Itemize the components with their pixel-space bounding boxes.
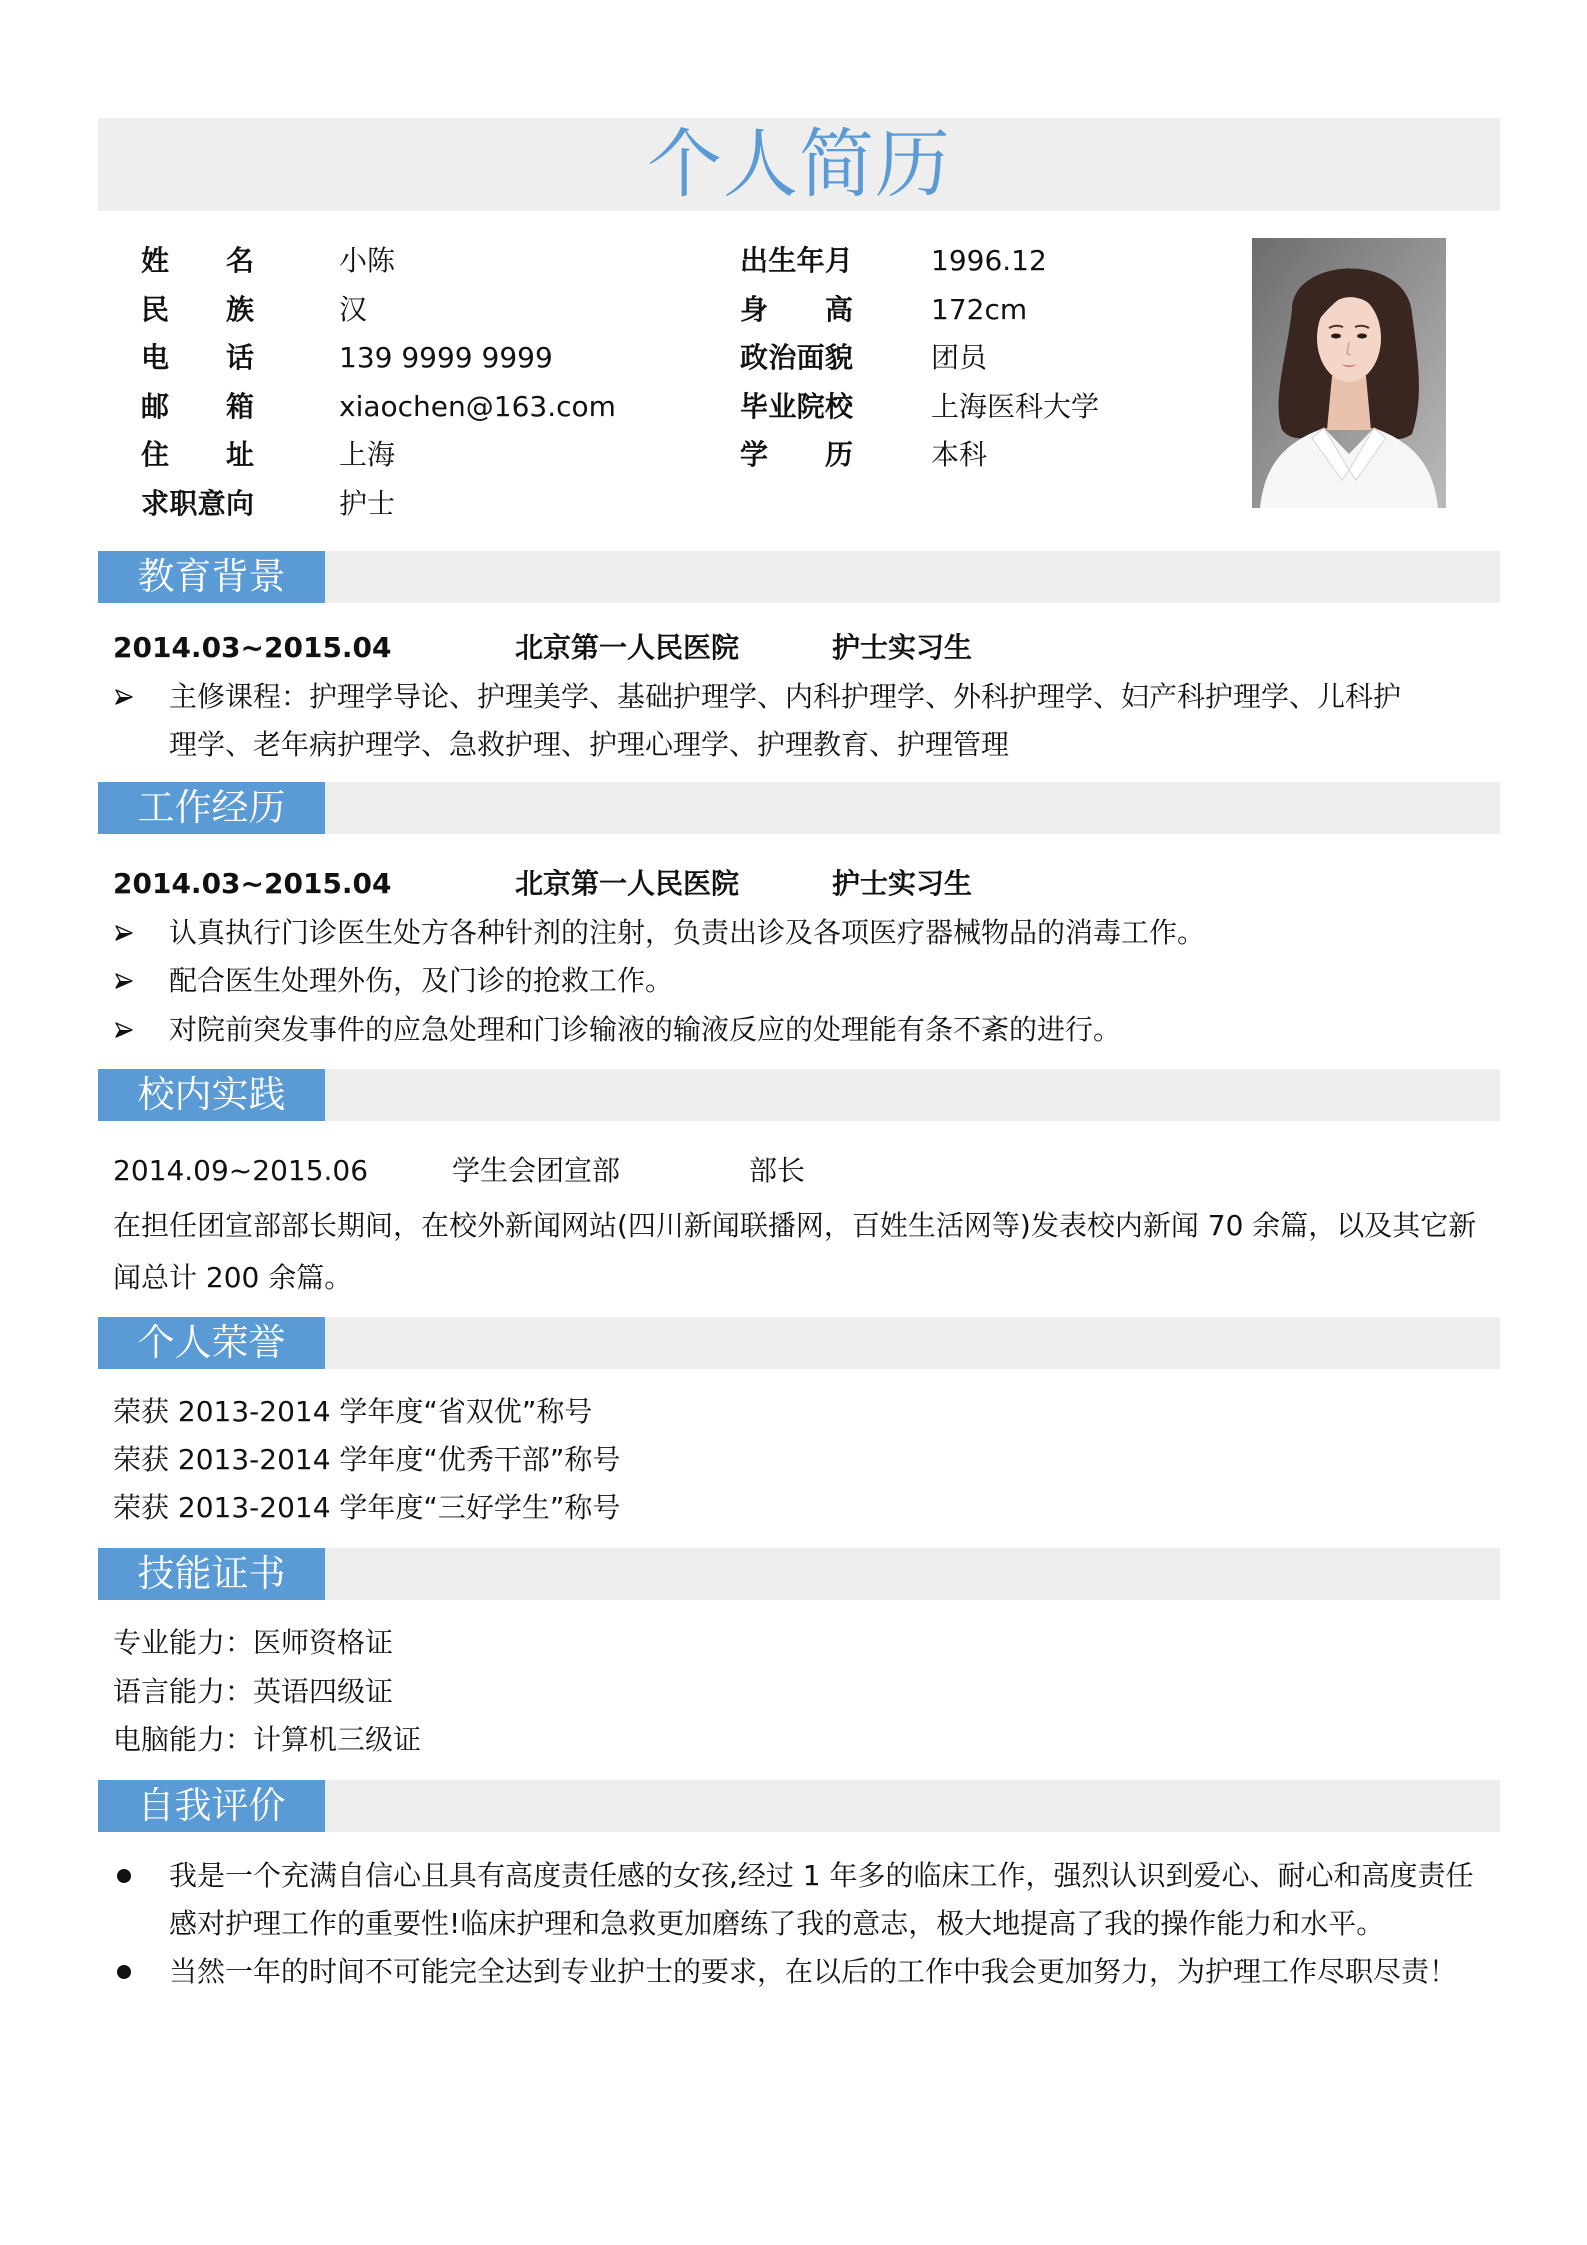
profile-row-height <box>740 286 1240 335</box>
section-title: 自我评价 <box>98 1780 325 1832</box>
skill-text: 专业能力：医师资格证 <box>113 1626 394 1659</box>
field-value: xiaochen@163.com <box>339 389 616 423</box>
profile-photo <box>1252 238 1446 508</box>
entry-organization: 学生会团宣部 <box>452 1154 621 1187</box>
field-label: 政 治 面 貌 <box>740 341 853 374</box>
profile-row-political-status <box>740 334 1240 383</box>
field-label: 住 址 <box>141 438 254 471</box>
section-header-campus <box>98 1069 1500 1121</box>
skill-text: 语言能力：英语四级证 <box>113 1674 394 1708</box>
list-item <box>0 1668 1587 1717</box>
profile-row-degree <box>740 431 1240 480</box>
section-title: 校内实践 <box>98 1069 325 1121</box>
title-bar <box>98 118 1500 211</box>
entry-role: 部长 <box>749 1154 806 1187</box>
section-header-education <box>98 551 1500 603</box>
section-title: 工作经历 <box>98 782 325 834</box>
field-label: 姓 名 <box>141 244 254 277</box>
honor-text: 荣获 2013-2014 学年度“优秀干部”称号 <box>113 1443 621 1476</box>
profile-row-phone <box>141 334 641 383</box>
list-item <box>0 909 1587 958</box>
list-item <box>0 673 1587 722</box>
round-bullet-icon <box>117 1965 131 1979</box>
profile-info-left <box>141 237 641 537</box>
field-label: 求 职 意 向 <box>141 486 254 520</box>
entry-role: 护士实习生 <box>832 631 973 664</box>
field-value: 汉 <box>339 292 368 326</box>
field-label: 毕 业 院 校 <box>740 389 853 423</box>
skill-text: 电脑能力：计算机三级证 <box>113 1723 422 1756</box>
paragraph-text: 闻总计 200 余篇。 <box>113 1261 353 1294</box>
profile-row-address <box>141 431 641 480</box>
campus-description-line <box>0 1200 1587 1252</box>
field-label: 民 族 <box>141 292 254 326</box>
field-value: 团员 <box>931 341 988 374</box>
list-item-text: 主修课程：护理学导论、护理美学、基础护理学、内科护理学、外科护理学、妇产科护理学、儿科护 <box>169 679 1402 713</box>
education-entry <box>0 624 1587 673</box>
list-item-text: 认真执行门诊医生处方各种针剂的注射，负责出诊及各项医疗器械物品的消毒工作。 <box>169 915 1206 949</box>
field-label: 出 生 年 月 <box>740 244 853 277</box>
profile-row-job-intention <box>141 480 641 529</box>
section-title: 技能证书 <box>98 1548 325 1600</box>
section-header-honors <box>98 1317 1500 1369</box>
arrow-bullet-icon <box>115 1021 133 1039</box>
honor-text: 荣获 2013-2014 学年度“三好学生”称号 <box>113 1491 621 1524</box>
section-title: 教育背景 <box>98 551 325 603</box>
entry-organization: 北京第一人民医院 <box>515 867 740 900</box>
honor-text: 荣获 2013-2014 学年度“省双优”称号 <box>113 1395 593 1428</box>
profile-row-email <box>141 383 641 432</box>
profile-row-school <box>740 383 1240 432</box>
work-entry <box>0 860 1587 909</box>
list-item <box>0 1852 1587 1900</box>
profile-row-ethnicity <box>141 286 641 335</box>
list-item <box>0 957 1587 1006</box>
section-header-skills <box>98 1548 1500 1600</box>
list-item <box>0 1436 1587 1484</box>
entry-date: 2014.03~2015.04 <box>113 631 392 664</box>
arrow-bullet-icon <box>115 924 133 942</box>
list-item-continuation <box>0 1900 1587 1948</box>
list-item <box>0 1619 1587 1668</box>
section-title: 个人荣誉 <box>98 1317 325 1369</box>
field-label: 邮 箱 <box>141 389 254 423</box>
list-item-text: 我是一个充满自信心且具有高度责任感的女孩,经过 1 年多的临床工作，强烈认识到爱心、耐心和高度责任 <box>169 1859 1474 1892</box>
list-item-text: 感对护理工作的重要性!临床护理和急救更加磨练了我的意志，极大地提高了我的操作能力和水平。 <box>169 1907 1385 1940</box>
field-value: 172cm <box>931 292 1028 326</box>
paragraph-text: 在担任团宣部部长期间，在校外新闻网站(四川新闻联播网，百姓生活网等)发表校内新闻 70 余篇，以及其它新 <box>113 1209 1477 1242</box>
profile-row-birth <box>740 237 1240 286</box>
list-item <box>0 1484 1587 1532</box>
profile-row-name <box>141 237 641 286</box>
field-value: 上海医科大学 <box>931 389 1100 423</box>
entry-organization: 北京第一人民医院 <box>515 631 740 664</box>
field-label: 学 历 <box>740 438 853 471</box>
entry-date: 2014.03~2015.04 <box>113 867 392 900</box>
list-item-continuation <box>0 721 1587 770</box>
field-label: 身 高 <box>740 292 853 326</box>
campus-entry <box>0 1145 1587 1197</box>
field-value: 1996.12 <box>931 244 1047 277</box>
entry-date: 2014.09~2015.06 <box>113 1154 369 1187</box>
arrow-bullet-icon <box>115 972 133 990</box>
round-bullet-icon <box>117 1869 131 1883</box>
campus-description-line <box>0 1252 1587 1304</box>
entry-role: 护士实习生 <box>832 867 973 900</box>
arrow-bullet-icon <box>115 688 133 706</box>
list-item <box>0 1716 1587 1765</box>
section-header-work <box>98 782 1500 834</box>
list-item <box>0 1006 1587 1055</box>
profile-info-right <box>740 237 1240 537</box>
list-item <box>0 1388 1587 1436</box>
field-value: 上海 <box>339 438 396 471</box>
page-title: 个人简历 <box>646 120 951 208</box>
field-value: 护士 <box>339 486 396 520</box>
list-item-text: 当然一年的时间不可能完全达到专业护士的要求，在以后的工作中我会更加努力，为护理工作尽职尽责！ <box>169 1955 1458 1988</box>
section-header-self-evaluation <box>98 1780 1500 1832</box>
field-value: 139 9999 9999 <box>339 341 553 374</box>
list-item <box>0 1948 1587 1996</box>
list-item-text: 对院前突发事件的应急处理和门诊输液的输液反应的处理能有条不紊的进行。 <box>169 1012 1122 1046</box>
list-item-text: 理学、老年病护理学、急救护理、护理心理学、护理教育、护理管理 <box>169 728 1010 761</box>
field-value: 小陈 <box>339 244 396 277</box>
list-item-text: 配合医生处理外伤，及门诊的抢救工作。 <box>169 964 674 997</box>
field-label: 电 话 <box>141 341 254 374</box>
field-value: 本科 <box>931 438 988 471</box>
